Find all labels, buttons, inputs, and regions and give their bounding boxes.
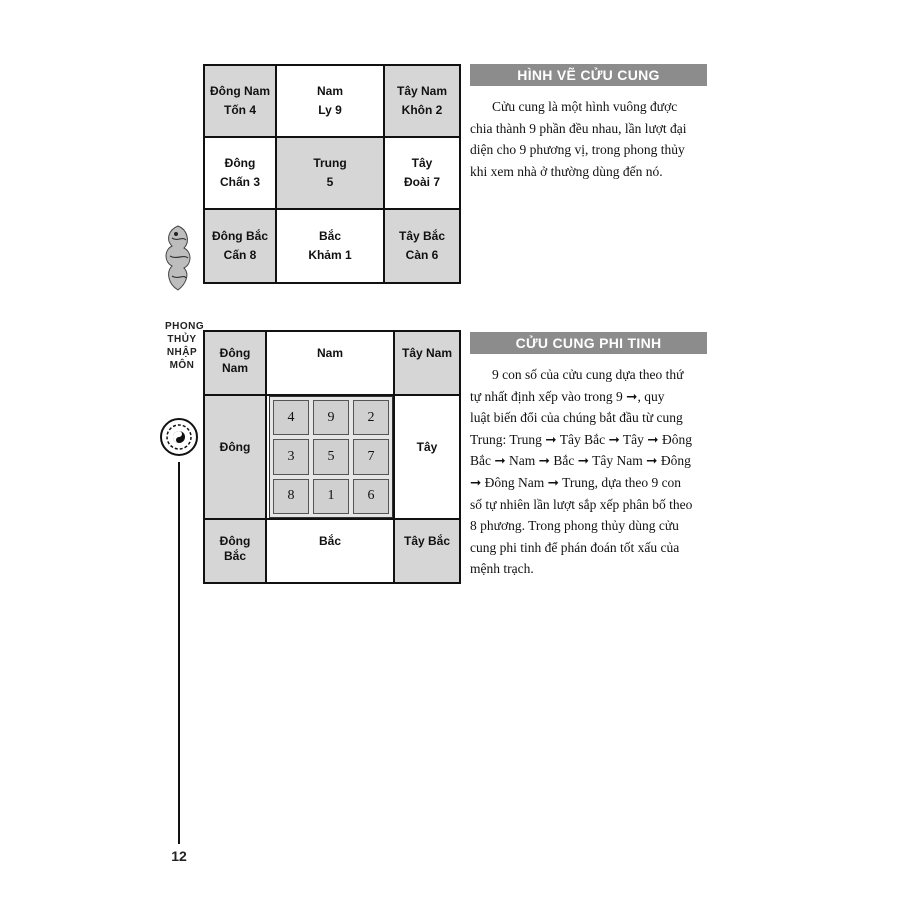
text-line: Cửu cung là một hình vuông được xyxy=(492,99,678,114)
cell-palace: Chấn 3 xyxy=(219,175,260,189)
cell-direction: Đông xyxy=(224,156,256,170)
cell-palace: Cấn 8 xyxy=(223,248,257,262)
cell-direction: Đông Nam xyxy=(210,84,270,98)
cell-direction: Bắc xyxy=(318,229,341,243)
text-line: chia thành 9 phần đều nhau, lần lượt đại xyxy=(470,120,687,136)
star-number: 4 xyxy=(273,400,309,435)
south-cell xyxy=(267,332,395,396)
cell-label: Bắc xyxy=(318,534,341,548)
cell-direction: Nam xyxy=(316,84,343,98)
section-heading-cuu-cung-phi-tinh: CỬU CUNG PHI TINH xyxy=(470,332,707,354)
text-line: 9 con số của cửu cung dựa theo thứ xyxy=(492,367,684,382)
text-line: diện cho 9 phương vị, trong phong thủy xyxy=(470,142,685,158)
cell-label: Tây xyxy=(416,440,438,454)
cell-label: Đông xyxy=(219,346,251,360)
flying-star-grid xyxy=(203,330,461,584)
cell-direction: Tây xyxy=(411,156,433,170)
star-number: 9 xyxy=(313,400,349,435)
star-number: 3 xyxy=(273,439,309,474)
palace-cell xyxy=(385,66,459,138)
cell-label: Đông xyxy=(219,440,251,454)
star-number: 2 xyxy=(353,400,389,435)
palace-cell xyxy=(277,138,385,210)
cell-label: Tây Nam xyxy=(401,346,453,360)
cell-direction: Trung xyxy=(313,156,347,170)
cell-palace: Khảm 1 xyxy=(308,248,352,262)
cell-label: Tây Bắc xyxy=(403,534,451,548)
bagua-medallion-icon xyxy=(159,417,199,457)
cell-palace: Ly 9 xyxy=(318,103,342,117)
corner-north-west-cell xyxy=(205,332,267,396)
page-number: 12 xyxy=(171,848,187,864)
dragon-emblem-icon xyxy=(158,222,198,294)
north-east-cell xyxy=(205,520,267,582)
margin-rule xyxy=(178,462,180,844)
cell-label: Bắc xyxy=(223,549,246,563)
palace-cell xyxy=(277,66,385,138)
text-line: tự nhất định xếp vào trong 9 ➞, quy xyxy=(470,388,665,404)
text-line: luật biến đổi của chúng bắt đầu từ cung xyxy=(470,410,683,426)
star-number: 5 xyxy=(313,439,349,474)
palace-cell xyxy=(385,210,459,282)
text-line: cung phi tinh để phán đoán tốt xấu của xyxy=(470,539,680,555)
text-line: khi xem nhà ở thường dùng đến nó. xyxy=(470,163,663,179)
cell-palace: Tốn 4 xyxy=(224,103,256,117)
cell-palace: Càn 6 xyxy=(405,248,439,262)
section1-paragraph xyxy=(470,96,708,182)
text-line: ➞ Đông Nam ➞ Trung, dựa theo 9 con xyxy=(470,474,682,490)
star-number: 7 xyxy=(353,439,389,474)
star-number: 1 xyxy=(313,479,349,514)
cell-direction: Đông Bắc xyxy=(211,229,268,243)
cell-label: Nam xyxy=(221,361,248,375)
book-title-line: NHẬP xyxy=(166,347,198,358)
star-number: 8 xyxy=(273,479,309,514)
north-west-cell xyxy=(395,520,459,582)
palace-cell xyxy=(205,66,277,138)
palace-cell xyxy=(205,138,277,210)
cell-direction: Tây Nam xyxy=(396,84,448,98)
section-heading-hinh-ve-cuu-cung: HÌNH VẼ CỬU CUNG xyxy=(470,64,707,86)
section2-paragraph xyxy=(470,364,708,580)
text-line: 8 phương. Trong phong thủy dùng cửu xyxy=(470,518,679,534)
text-line: Bắc ➞ Nam ➞ Bắc ➞ Tây Nam ➞ Đông xyxy=(470,453,691,469)
east-cell xyxy=(205,396,267,520)
cell-label: Đông xyxy=(219,534,251,548)
north-cell xyxy=(267,520,395,582)
star-number: 6 xyxy=(353,479,389,514)
cell-palace: Khôn 2 xyxy=(401,103,443,117)
book-title-vertical xyxy=(165,320,205,372)
cell-palace: 5 xyxy=(326,175,334,189)
book-title-line: MÔN xyxy=(169,360,195,371)
book-title-line: THỦY xyxy=(167,334,197,345)
lo-shu-square xyxy=(269,396,393,518)
west-cell xyxy=(395,396,459,520)
palace-cell xyxy=(205,210,277,282)
cell-palace: Đoài 7 xyxy=(403,175,440,189)
cell-label: Nam xyxy=(316,346,343,360)
text-line: số tự nhiên lần lượt sắp xếp phân bố theo xyxy=(470,496,693,512)
book-title-line: PHONG xyxy=(165,321,205,332)
nine-palace-grid xyxy=(203,64,461,284)
south-west-cell xyxy=(395,332,459,396)
text-line: mệnh trạch. xyxy=(470,561,534,577)
palace-cell xyxy=(385,138,459,210)
text-line: Trung: Trung ➞ Tây Bắc ➞ Tây ➞ Đông xyxy=(470,431,692,447)
cell-direction: Tây Bắc xyxy=(398,229,446,243)
palace-cell xyxy=(277,210,385,282)
